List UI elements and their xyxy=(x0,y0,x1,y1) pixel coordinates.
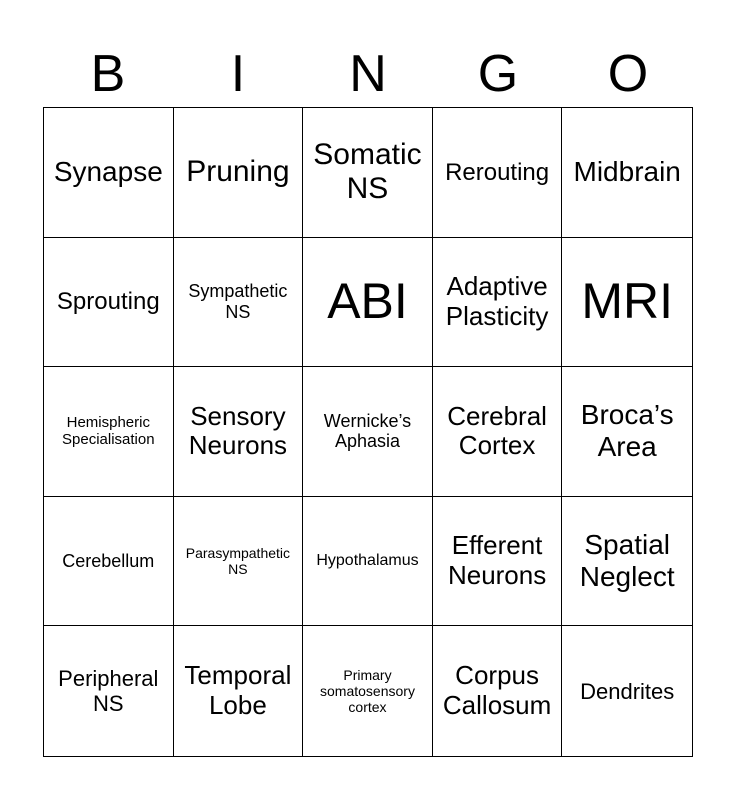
cell-text: MRI xyxy=(581,273,674,330)
bingo-cell[interactable] xyxy=(562,238,692,368)
cell-text: Temporal Lobe xyxy=(184,660,292,721)
cell-text: Broca’s Area xyxy=(580,399,674,463)
cell-text: Hemispheric Specialisation xyxy=(62,414,155,449)
bingo-cell[interactable] xyxy=(433,238,563,368)
bingo-cell[interactable] xyxy=(433,626,563,756)
bingo-cell[interactable] xyxy=(44,238,174,368)
cell-text: Dendrites xyxy=(580,678,675,704)
cell-text: Somatic NS xyxy=(313,137,422,206)
cell-text: Spatial Neglect xyxy=(579,528,675,593)
cell-text: Pruning xyxy=(186,155,290,189)
bingo-cell[interactable] xyxy=(562,108,692,238)
cell-text: Cerebellum xyxy=(62,550,155,571)
bingo-cell[interactable] xyxy=(174,367,304,497)
bingo-cell[interactable] xyxy=(44,497,174,627)
cell-text: Hypothalamus xyxy=(316,551,419,569)
bingo-cell[interactable] xyxy=(44,108,174,238)
bingo-cell[interactable] xyxy=(562,497,692,627)
cell-text: Synapse xyxy=(53,156,163,188)
cell-text: Wernicke’s Aphasia xyxy=(323,410,412,452)
bingo-cell[interactable] xyxy=(174,238,304,368)
header-letter-n: N xyxy=(349,45,387,103)
header-letter-i: I xyxy=(230,45,246,103)
bingo-cell[interactable] xyxy=(433,367,563,497)
bingo-cell[interactable] xyxy=(433,497,563,627)
cell-text: Parasympathetic NS xyxy=(185,545,291,578)
cell-text: Efferent Neurons xyxy=(447,530,547,591)
bingo-cell[interactable] xyxy=(303,626,433,756)
cell-text: Primary somatosensory cortex xyxy=(320,667,415,716)
cell-text: Midbrain xyxy=(573,156,681,188)
cell-text: Adaptive Plasticity xyxy=(445,271,549,331)
bingo-cell[interactable] xyxy=(303,497,433,627)
cell-text: ABI xyxy=(327,273,408,330)
cell-text: Sprouting xyxy=(56,288,160,316)
bingo-cell[interactable] xyxy=(562,626,692,756)
bingo-cell[interactable] xyxy=(433,108,563,238)
bingo-cell[interactable] xyxy=(44,367,174,497)
bingo-cell[interactable] xyxy=(174,626,304,756)
bingo-cell[interactable] xyxy=(44,626,174,756)
bingo-cell[interactable] xyxy=(303,367,433,497)
cell-text: Rerouting xyxy=(445,158,550,186)
cell-text: Corpus Callosum xyxy=(442,660,552,721)
header-letter-g: G xyxy=(477,45,519,103)
bingo-cell[interactable] xyxy=(174,108,304,238)
bingo-cell[interactable] xyxy=(174,497,304,627)
cell-text: Sensory Neurons xyxy=(188,400,288,461)
header-letter-b: B xyxy=(90,45,126,103)
cell-text: Sympathetic NS xyxy=(188,281,288,322)
cell-text: Cerebral Cortex xyxy=(447,400,547,461)
bingo-cell[interactable] xyxy=(303,238,433,368)
bingo-cell[interactable] xyxy=(562,367,692,497)
bingo-cell[interactable] xyxy=(303,108,433,238)
bingo-card-grid xyxy=(43,107,693,757)
cell-text: Peripheral NS xyxy=(58,665,159,717)
header-letter-o: O xyxy=(607,45,649,103)
bingo-header xyxy=(43,40,693,108)
